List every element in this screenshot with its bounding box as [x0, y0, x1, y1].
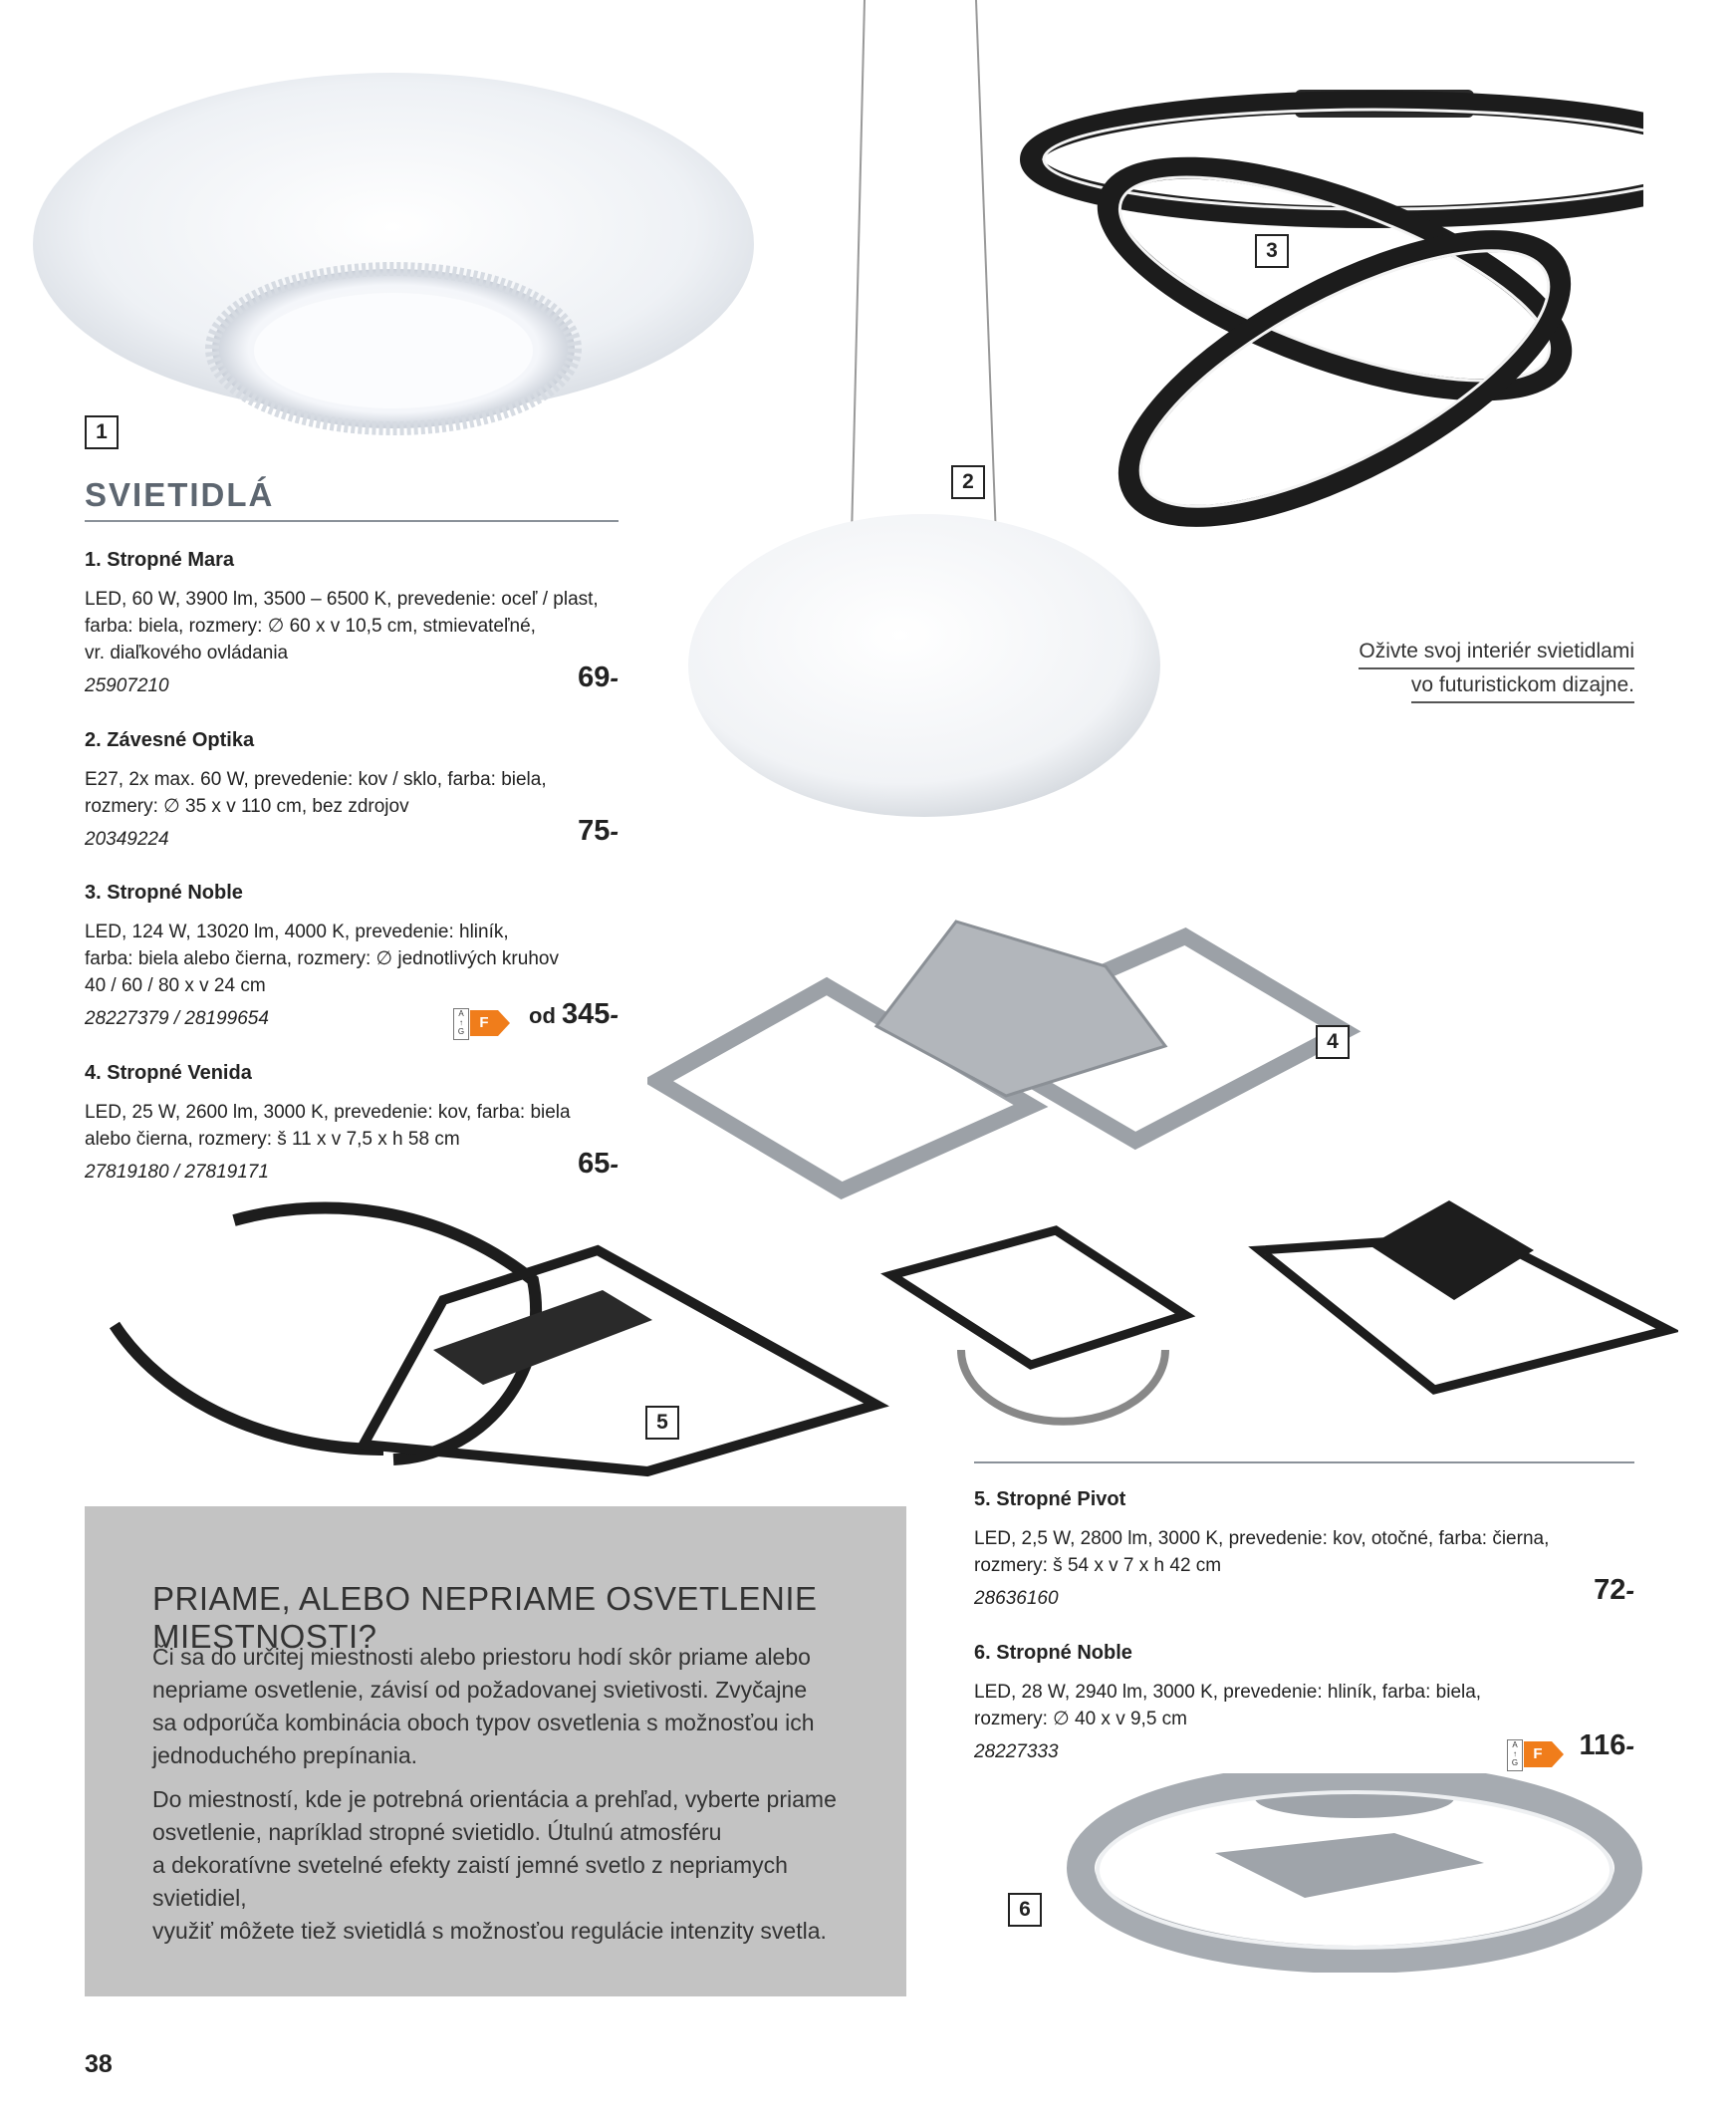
product-code: 27819180 / 27819171: [85, 1162, 269, 1183]
square-lamp-venida-image: [647, 897, 1364, 1215]
lamp-pivot-image: [95, 1190, 1678, 1484]
product-desc-line: LED, 60 W, 3900 lm, 3500 – 6500 K, prevedenie: oceľ / plast,: [85, 589, 599, 610]
product-code: 28227333: [974, 1741, 1059, 1762]
info-box-paragraph-1: Či sa do určitej miestnosti alebo priestoru hodí skôr priame alebo nepriame osvetlenie, závisí od požadovanej svietivosti. Zvyčajne sa odporúča kombinácia oboch typov osvetlenia s možnosťou ich jednoduchého prepínania.: [152, 1644, 815, 1768]
product-code: 25907210: [85, 675, 169, 696]
product-price: 75-: [578, 815, 619, 847]
product-desc-line: rozmery: ∅ 40 x v 9,5 cm: [974, 1709, 1187, 1729]
energy-class: F: [1524, 1741, 1552, 1767]
tagline-line-1: Oživte svoj interiér svietidlami: [1359, 636, 1634, 669]
product-title: 4. Stropné Venida: [85, 1062, 252, 1084]
product-price: 116-: [1579, 1729, 1634, 1761]
divider: [974, 1461, 1634, 1463]
product-price: 72-: [1594, 1574, 1634, 1606]
image-label-4: 4: [1316, 1025, 1350, 1059]
product-desc-line: LED, 2,5 W, 2800 lm, 3000 K, prevedenie: kov, otočné, farba: čierna,: [974, 1528, 1550, 1549]
image-label-2: 2: [951, 465, 985, 499]
product-title: 2. Závesné Optika: [85, 729, 255, 751]
info-box: [85, 1506, 906, 1996]
product-code: 28636160: [974, 1588, 1059, 1609]
image-label-1: 1: [85, 415, 119, 449]
info-box-paragraph-2: Do miestností, kde je potrebná orientácia a prehľad, vyberte priame osvetlenie, napríklad stropné svietidlo. Útulnú atmosféru a dekoratívne svetelné efekty zaistí jemné svetlo z nepriamych svietidiel, využiť môžete tiež svietidlá s možnosťou regulácie intenzity svetla.: [152, 1786, 837, 1944]
product-desc-line: LED, 124 W, 13020 lm, 4000 K, prevedenie: hliník,: [85, 922, 509, 942]
energy-class: F: [470, 1010, 498, 1036]
product-desc-line: LED, 28 W, 2940 lm, 3000 K, prevedenie: hliník, farba: biela,: [974, 1682, 1482, 1703]
section-title: SVIETIDLÁ: [85, 476, 619, 522]
ceiling-lamp-mara-image: [30, 60, 767, 458]
product-price: od 345-: [529, 998, 619, 1030]
product-6: [974, 1642, 1634, 1771]
product-title: 5. Stropné Pivot: [974, 1488, 1126, 1510]
product-price: 65-: [578, 1148, 619, 1180]
product-price: 69-: [578, 661, 619, 693]
image-label-6: 6: [1008, 1893, 1042, 1927]
product-1: [85, 549, 619, 698]
energy-label: [453, 1008, 507, 1038]
product-desc-line: rozmery: ∅ 35 x v 110 cm, bez zdrojov: [85, 796, 409, 817]
product-desc-line: E27, 2x max. 60 W, prevedenie: kov / sklo, farba: biela,: [85, 769, 547, 790]
product-code: 28227379 / 28199654: [85, 1008, 269, 1029]
energy-label: [1507, 1739, 1561, 1769]
product-5: [974, 1488, 1634, 1618]
page-number: 38: [85, 2050, 113, 2078]
energy-scale-icon: A ↑ G: [453, 1008, 469, 1040]
image-label-5: 5: [645, 1406, 679, 1440]
product-desc-line: farba: biela, rozmery: ∅ 60 x v 10,5 cm, stmievateľné,: [85, 616, 536, 637]
product-desc-line: rozmery: š 54 x v 7 x h 42 cm: [974, 1555, 1222, 1576]
ring-lamp-noble-black-image: [1006, 80, 1643, 528]
product-desc-line: LED, 25 W, 2600 lm, 3000 K, prevedenie: kov, farba: biela: [85, 1102, 571, 1123]
product-desc-line: vr. diaľkového ovládania: [85, 643, 289, 663]
ring-lamp-noble-silver-image: [1066, 1773, 1643, 1973]
product-3: [85, 882, 619, 1036]
product-code: 20349224: [85, 829, 169, 850]
tagline-line-2: vo futuristickom dizajne.: [1411, 669, 1634, 703]
product-title: 1. Stropné Mara: [85, 549, 235, 571]
product-title: 3. Stropné Noble: [85, 882, 243, 904]
product-2: [85, 729, 619, 859]
product-desc-line: 40 / 60 / 80 x v 24 cm: [85, 975, 266, 996]
tagline: [1359, 636, 1634, 703]
energy-scale-icon: A ↑ G: [1507, 1739, 1523, 1771]
product-title: 6. Stropné Noble: [974, 1642, 1132, 1664]
info-box-heading: PRIAME, ALEBO NEPRIAME OSVETLENIE MIESTNOSTI?: [152, 1580, 818, 1655]
product-desc-line: farba: biela alebo čierna, rozmery: ∅ jednotlivých kruhov: [85, 948, 559, 969]
product-desc-line: alebo čierna, rozmery: š 11 x v 7,5 x h 58 cm: [85, 1129, 460, 1150]
image-label-3: 3: [1255, 234, 1289, 268]
product-4: [85, 1062, 619, 1191]
